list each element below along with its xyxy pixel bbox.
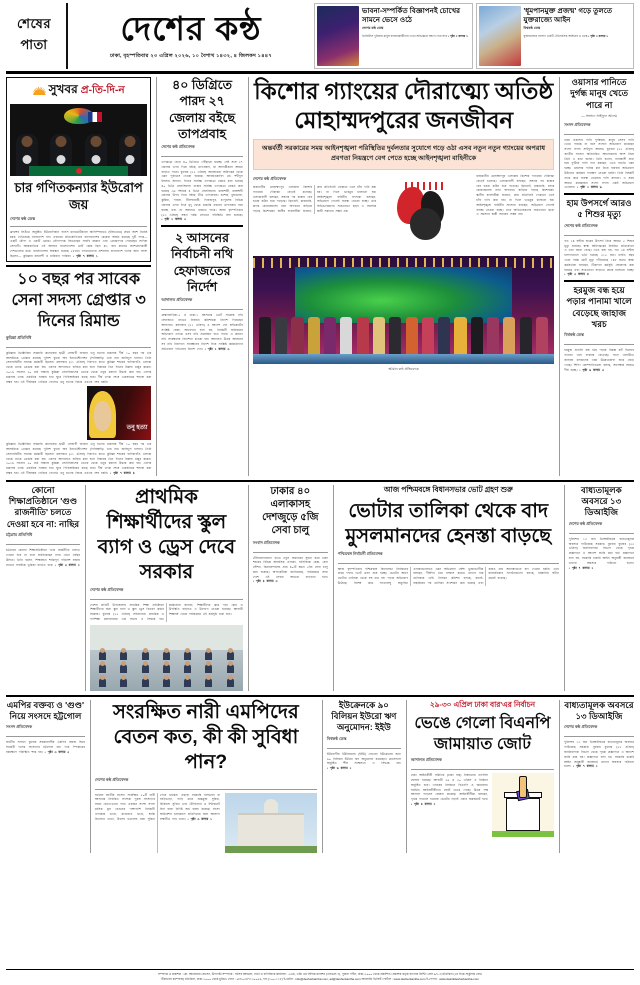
teaser-headline[interactable]: 'ধূমপানমুক্ত প্রজন্ম' গড়ে তুলতে যুক্তরাজ্যে আইন <box>523 6 613 24</box>
footer-imprint <box>6 969 634 982</box>
text-measles: গত ২৪ ঘণ্টায় হামের উপসর্গ নিয়ে আরও ৫ শিশুর মৃত্যু হয়েছে। স্বাস্থ্য অধিদপ্তরের নিয়মিত প্রতিবেদনে এ তথ্য জানা গেছে। এতে বলা হয়, গত ২৪ ঘণ্টায় হাসপাতালে ভর্তি হয়েছে ২১৫ জন। চলতি বছর এখন পর্যন্ত মোট মৃত্যু দাঁড়িয়েছে ১৪৮ জনে। স্বাস্থ্য কর্মকর্তারা বলছেন, টিকাদান কর্মসূচি জোরদার করা হয়েছে এবং সচেতনতা বাড়াতে প্রচার চালানো হচ্ছে। • পৃষ্ঠা ৫ কলাম ৪ <box>564 238 634 277</box>
photo-four-math-girls <box>10 104 147 176</box>
sukhobor-headline[interactable]: চার গণিতকন্যার ইউরোপ জয় <box>14 180 143 212</box>
footer-phone: +৮৮০২৪৭১২০০৫৯, ফ্যা.(১০০-১১৮) <box>236 977 283 982</box>
teaser-card[interactable] <box>314 3 473 69</box>
footer-web2[interactable]: www.dainikdesherkantha.com <box>439 977 479 982</box>
footer-email-label: ই-মেইল : <box>283 977 295 982</box>
headline-mp-salary[interactable]: সংরক্ষিত নারী এমপিদের বেতন কত, কী কী সুবিধা পান? <box>113 700 299 773</box>
middle-section <box>6 485 634 691</box>
footer-line1: সম্পাদক ও প্রকাশক : মো. আনোয়ার হোসেন, উপদেষ্টা সম্পাদক : নাসির আহমেদ, বার্তা ও বাণিজ্যিক কার্যালয় : ৫৩/৪, এইচ এম সিদ্দিক ম্যানশন (লেভেল-৭), পুরানা পল্টন, ঢাকা-১০০০ থেকে প্রকাশিত। প্রকাশক কর্তৃক বাংলার প্রিন্টিং প্রেস ৯/১-এ মতিঝিল (১ম দিকে সার্কুলার রোড <box>158 972 482 977</box>
mid-col-fiveg <box>248 485 328 691</box>
bottom-col-parliament <box>6 700 85 853</box>
teaser-source: দেশের কন্ঠ ডেস্ক <box>362 25 384 30</box>
standfirst-main: অন্তর্বর্তী সরকারের সময় আইনশৃঙ্খলা পরিস্থিতির দুর্বলতার সুযোগে গড়ে ওঠা এসব নতুন নতুন গ্যাংয়ের অপরাধ প্রবণতা নিয়ন্ত্রণে বেগ পেতে হচ্ছে আইনশৃঙ্খলা বাহিনীকে <box>253 139 554 170</box>
sukhobor-title: সুখবর <box>48 82 78 96</box>
footer-line2: টিকাতলা কম্পোজ) মতিঝিল, ঢাকা-১০০০ থেকে মুদ্রিত। ফোন : +৮৮০২৪৭১২০০৫৯, ফ্যা.(১০০-১১৮) ই-মেইল : info@desherkantha.com, ad@desherkantha.com অনলাইন ভিজিট পোর্টাল : www.desherkantha.com ই-পেপার : www.dainikdesherkantha.com <box>161 977 479 982</box>
headline-main-kishore-gang[interactable]: কিশোর গ্যাংয়ের দৌরাত্ম্যে অতিষ্ঠ মোহাম্মদপুরের জনজীবন <box>254 78 553 133</box>
text-dig-retire: পুলিশের ১৩ জন ডিআইজিকে বাধ্যতামূলক অবসরে পাঠিয়েছে সরকার। বুধবার বুধবার (২২ এপ্রিল) জননিরাপত্তা বিভাগ থেকে পৃথক প্রজ্ঞাপনে এ আদেশ জারি করা হয়। প্রজ্ঞাপনে বলা হয়, সরকারি চাকরি আইন অনুযায়ী জনস্বার্থে তাদের অবসরে পাঠানো হলো। • পৃষ্ঠা ৭ কলাম ২ <box>568 536 634 570</box>
column-two <box>156 77 243 476</box>
photo-caption-stage: আমান কন্ঠ প্রতিবেদক <box>388 366 419 371</box>
stage-people <box>259 312 548 355</box>
headline-dig-retire[interactable]: বাধ্যতামূলক অবসরে ১৩ ডিআইজি <box>581 484 622 518</box>
column-left <box>6 77 151 476</box>
column-main <box>248 77 554 476</box>
byline-wasa: সংসদ প্রতিবেদক <box>564 121 591 127</box>
byline-parliament: সংসদ প্রতিবেদক <box>6 724 33 730</box>
jump-line: • পৃষ্ঠা ৩ কলাম ৫ <box>44 749 70 754</box>
byline-fiveg: সংবাদ প্রতিবেদক <box>252 539 280 545</box>
footer-web2-label: ই-পেপার : <box>426 977 439 982</box>
headline-bnp-jamaat[interactable]: ভেঙে গেলো বিএনপি জামায়াত জোট <box>414 714 551 753</box>
text-parliament: জাতীয় সংসদে বুধবার সরকারদলীয় এমপির বক্তব্য ঘিরে বিরোধী দলের সদস্যদের হট্টগোল হয়। পরে স্পিকারের হস্তক্ষেপে পরিস্থিতি শান্ত হয়। • পৃষ্ঠা ৩ কলাম ৫ <box>6 740 85 754</box>
byline-school-bag: দেশের কন্ঠ প্রতিবেদক <box>89 586 124 592</box>
bottom-col-eu-loan <box>322 700 401 853</box>
jump-line: • পৃষ্ঠা ৩ কলাম ২ <box>55 562 80 567</box>
page-corner-label <box>6 3 68 69</box>
teaser-card[interactable] <box>476 3 635 69</box>
jump-line: • পৃষ্ঠা ৭ কলাম ৪ <box>110 471 135 476</box>
headline-measles[interactable]: হাম উপসর্গে আরও ৫ শিশুর মৃত্যু <box>566 198 632 220</box>
teaser-image-digital-ads <box>317 6 359 66</box>
headline-fiveg[interactable]: ঢাকার ৪০ এলাকাসহ দেশজুড়ে ৫জি সেবা চালু <box>262 485 319 537</box>
jump-line: • পৃষ্ঠা ৫ কলাম ৪ <box>564 272 589 277</box>
jump-line: • পৃষ্ঠা ৪ কলাম ৩ <box>252 579 278 584</box>
stage-floor <box>253 354 554 364</box>
kicker-wb-vote: আজ পশ্চিমবঙ্গে বিধানসভার ভোট গ্রহণ শুরু <box>383 484 513 494</box>
jump-line: • পৃষ্ঠা ৭ কলাম ২ <box>568 565 594 570</box>
text-election-docs: ব্রাহ্মণবাড়িয়া-২ ও ঢাকা-১ আসনের ভোট সংক্রান্ত নথি হেফাজতে রাখতে নির্বাচন কমিশনকে নির্দেশ দিয়েছেন আদালত। মঙ্গলবার (২১ এপ্রিল) এ আদেশ দেন হাইকোর্টের সংশ্লিষ্ট বেঞ্চ। আবেদনে বলা হয়, নির্বাচনী অনিয়মের অভিযোগ তদন্তে এসব নথি প্রয়োজন হতে পারে। এ কারণে নথি সংরক্ষণের নির্দেশনা চাওয়া হয়। আদালত উভয় আসনের সব নথি নিরাপদে সংরক্ষণের নির্দেশ দিয়ে সংশ্লিষ্ট কর্মকর্তাদের প্রতিবেদন দাখিলের নির্দেশ দেন। • পৃষ্ঠা ২ কলাম ৩ <box>161 313 243 351</box>
headline-politics-ban[interactable]: কোনো শিক্ষাপ্রতিষ্ঠানে 'গুণ্ড রাজনীতি' চলতে দেওয়া হবে না: নাছির <box>6 484 80 529</box>
masthead <box>6 3 634 69</box>
bottom-col-dig-dup <box>559 700 634 853</box>
text-army-arrest: কুমিল্লার ভিক্টোরিয়া সরকারি কলেজের ছাত্রী সোহাগী জাহান তনু হত্যার মামলায় দীর্ঘ ১০ বছর পর এক আসামিকে গ্রেপ্তার করেছে পুলিশ ব্যুরো অব ইনভেস্টিগেশন (পিবিআই)। তার নাম জাহিদুল হাসান। তিনি সেনাবাহিনীর সাবেক কর্মচারী ছিলেন। মঙ্গলবার (২১ এপ্রিল) দিবাগত রাতে কুমিল্লা শহরের বাগিচাগাঁও এলাকা থেকে তাকে গ্রেপ্তার করা হয়। এরপর আদালতে হাজির করা হলে বিচারক তিন দিনের রিমান্ড মঞ্জুর করেন। ২০১৬ সালের ২০ মার্চ সন্ধ্যায় কুমিল্লা সেনানিবাসের ভেতর থেকে তনুর মরদেহ উদ্ধার করা হয়। এরপর মামলার তদন্ত একাধিক সংস্থার হাত ঘুরে পিবিআইয়ের কাছে যায়। দীর্ঘ তদন্ত শেষে একজনকে শনাক্ত করা সম্ভব হয়। এই দীর্ঘসময় পেরিয়ে গেলেও তনু হত্যার বিচার এখনো শেষ হয়নি। <box>6 350 152 384</box>
headline-school-bag[interactable]: প্রাথমিক শিক্ষার্থীদের স্কুল ব্যাগ ও ড্রেস দেবে সরকার <box>97 485 236 583</box>
bottom-col-mp-salary <box>90 700 317 853</box>
text-eu-loan: ইউরোপীয় ইউনিয়নের (ইইউ) নেতারা ইউক্রেনের জন্য ৯০ বিলিয়ন ইউরো ঋণ অনুমোদন করেছেন। ব্রাসেলসে অনুষ্ঠিত শীর্ষ সম্মেলনে এ সিদ্ধান্ত হয়। • পৃষ্ঠা ৬ কলাম ১ <box>326 751 401 771</box>
footer-web[interactable]: www.desherkantha.com <box>393 977 426 982</box>
byline-wb-vote: পশ্চিমবঙ্গ নির্বাচনী প্রতিবেদক <box>337 550 383 556</box>
photo-classroom-students <box>90 625 243 691</box>
headline-dig-retire-right[interactable]: বাধ্যতামূলক অবসরে ১৩ ডিআইজি <box>564 699 634 722</box>
photo-stage-award-ceremony <box>253 256 554 364</box>
byline-politics-ban: চট্টগ্রাম প্রতিনিধি <box>6 532 33 538</box>
jump-line: • পৃষ্ঠা ৭ কলাম ২ <box>573 764 598 769</box>
headline-parliament-uproar[interactable]: এমপির বক্তব্য ও 'গুণ্ড' নিয়ে সংসদে হট্টগোল <box>6 699 85 722</box>
masthead-center <box>68 3 314 69</box>
teaser-text: যুক্তরাজ্যের সংসদে একটি ঐতিহাসিক আইনের ও ডেস্ক • পৃষ্ঠা ২ কলাম ১ <box>523 33 609 38</box>
text-wasa: ঢাকা ওয়াসার পানি দুর্গন্ধময়, মানুষ সেসব পানি খেতে পারছে না বলে সংসদে অভিযোগ করেছেন সংসদ সদস্য সাইফুল আলম। বুধবার (২২ এপ্রিল) জাতীয় সংসদে অনির্ধারিত আলোচনায় অংশ নিয়ে তিনি এ কথা বলেন। তিনি বলেন, নগরবাসী বাধ্য হয়ে ফুটিয়ে পানি পান করছেন, এতে বাড়তি খরচ হচ্ছে। ওয়াসার পানির মান নিয়ে বারবার অভিযোগ উঠলেও কার্যকর পদক্ষেপ নেওয়া হয়নি। তিনি বিষয়টি তদন্ত করে ব্যবস্থা নেওয়ার দাবি জানান। এ সময় আরও কয়েকজন সংসদ সদস্য একই অভিযোগ তোলেন। • পৃষ্ঠা ২ কলাম ৬ <box>564 137 634 190</box>
byline-army-arrest: কুমিল্লা প্রতিনিধি <box>6 334 32 340</box>
mid-col-dig <box>564 485 634 691</box>
sukhobor-text: ফ্রান্সের লিওঁতে অনুষ্ঠিত ইউরোপিয়ান গার্লস ম্যাথমেটিক্যাল অলিম্পিয়াডে (ইজিএমও) প্রথম অংশ নিয়েই চমক দেখিয়েছে বাংলাদেশ দল। এবারের প্রতিযোগিতায় বাংলাদেশের মেয়েরা অর্জন করেছে দুটি পদক— একটি রৌপ্য ও একটি ব্রোঞ্জ। রৌপ্যপদক জিতেছেন সানবি রহমান এবং ব্রোঞ্জপদক পেয়েছেন সাদিয়া সোহানী। আন্তর্জাতিক এই আসরে বাংলাদেশের মোট স্কোর ছিল ৪৮, যার মাধ্যমে অংশগ্রহণকারী দেশগুলোর মধ্যে বাংলাদেশের অবস্থান হয়েছে ৫৮তম। দলনেতাদের প্রশংসায় বাংলাদেশ দলের অন্য সদস্য ছিলেন— কুমিল্লার রায়নন্দী ও মারিয়ান পারিয়া। • পৃষ্ঠা ৭ কলাম ১ <box>10 229 148 258</box>
mid-col-wb-vote <box>333 485 559 691</box>
headline-wb-vote[interactable]: ভোটার তালিকা থেকে বাদ মুসলমানদের হেনস্তা বাড়ছে <box>345 499 552 547</box>
mid-col-politics-ban <box>6 485 80 691</box>
photo-parliament-building <box>225 793 317 853</box>
text-main-part1: রাজধানীর মোহাম্মদপুর এলাকায় কিশোর গ্যাংয়ের দৌরাত্ম্য বেড়েই চলেছে। এলাকাবাসী বলছেন, সন্ধ্যার পর রাস্তায় বের হওয়া কঠিন হয়ে পড়েছে। ছিনতাই, মারামারি, মাদক কেনাবেচাসহ নানা অপরাধে জড়িয়ে পড়ছে কিশোররা। স্থানীয় ব্যবসায়ীরা জানান, প্রায় প্রতিদিনই দোকানে এসে চাঁদা দাবি করা হয়। না দিলে ভাঙচুর চালানো হয়। আইনশৃঙ্খলা বাহিনীর সদস্যরা বলছেন, অভিযোগ পেলেই ব্যবস্থা নেওয়া হচ্ছে। তবে অভিভাবকদের সচেতনতা ছাড়া এ সমস্যার স্থায়ী সমাধান সম্ভব নয়। <box>252 185 377 213</box>
footer-phone-label: ফোন : <box>227 977 236 982</box>
footer-web-label: অনলাইন ভিজিট পোর্টাল : <box>361 977 393 982</box>
subhead-wasa: — সংসদে সাইফুল আলম <box>581 113 617 118</box>
bangladesh-flag-banner <box>29 166 128 176</box>
sukhobor-header <box>10 81 147 101</box>
text-wb-vote: আজ বৃহস্পতিবার পশ্চিমবঙ্গে বিধানসভা নির্বাচনের প্রথম দফার ভোট গ্রহণ শুরু হচ্ছে। ভোটের আগে ভোটার তালিকা থেকে বহু নাম বাদ পড়ার অভিযোগ উঠেছে। বিশেষ করে সংখ্যালঘু অধ্যুষিত এলাকাগুলোতে এমন অভিযোগ বেশি। ভুক্তভোগীরা বলছেন, দীর্ঘদিন ধরে বসবাস করেও তাদের নাম তালিকায় নেই। নির্বাচন কমিশন বলছে, যাচাই-বাছাইয়ের পর তালিকা সংশোধন করা হয়েছে এবং কারও নাম অন্যায্যভাবে বাদ দেওয়া হয়নি। তবে মানবাধিকার সংগঠনগুলো বলছে, হয়রানির ঘটনা ক্রমেই বাড়ছে। <box>337 566 559 586</box>
text-politics-ban: চট্টগ্রামে কোনো শিক্ষাপ্রতিষ্ঠানে 'গুণ্ড রাজনীতি' চলতে দেওয়া হবে না বলে জানিয়েছেন নগর নেতা নাছির উদ্দিন। তিনি বলেন, শিক্ষাঙ্গনে শান্তিপূর্ণ পরিবেশ বজায় রাখতে সবাইকে ভূমিকা রাখতে হবে। • পৃষ্ঠা ৩ কলাম ২ <box>6 548 80 567</box>
text-bnp-jamaat: ঢাকা আইনজীবী সমিতির (ঢাকা বার) নির্বাচনের তফসিল ঘোষণা হয়েছে। আগামী ২৯ ও ৩০ এপ্রিল এ নির্বাচন অনুষ্ঠিত হবে। এবারের নির্বাচনে বিএনপি ও জামায়াত সমর্থিত আইনজীবীদের জোট ভেঙে গেছে। উভয় পক্ষ আলাদা প্যানেল ঘোষণা করেছে। আইনজীবীরা বলছেন, পৃথক প্যানেল হওয়ায় ভোটের লড়াই এবার জমজমাট হবে। • পৃষ্ঠা ৪ কলাম ২ <box>410 773 488 807</box>
france-flag-icon <box>88 112 102 122</box>
text-mp-salary: বর্তমান জাতীয় সংসদে সংরক্ষিত ৫০টি নারী আসনের নির্বাচিত সদস্যরা পুরুষ সদস্যদের সমান বেতন-ভাতা পান। একজন সংসদ সদস্য মাসিক মূল বেতনের পাশাপাশি নির্বাচনী এলাকার ভাতা, যাতায়াত ভাতা, শ্রান্তি বিনোদন ভাতা, উৎসব ভাতাসহ নানা সুবিধা পেয়ে থাকেন। এছাড়া সরকারি বাসভবন বা বাড়িভাড়া, গাড়ি ক্রয়ে শুল্কমুক্ত সুবিধা, চিকিৎসা সুবিধা এবং টেলিফোন ও ইন্টারনেট বিল বাবদ নির্দিষ্ট অর্থ বরাদ্দ রয়েছে। সংসদ অধিবেশন চলাকালে প্রতিদিনের জন্য আলাদা সম্মানীও পান তারা। • পৃষ্ঠা ৩ কলাম ১ <box>94 792 220 821</box>
newspaper-logo: দেশের কন্ঠ <box>120 9 262 47</box>
bottom-col-bnp-jamaat <box>406 700 554 853</box>
footer-email[interactable]: info@desherkantha.com, ad@desherkantha.com <box>295 977 361 982</box>
teaser-image-uk-flag-bigben <box>479 6 521 66</box>
sukhobor-protidin-box <box>6 77 151 262</box>
byline-dig-retire: দেশের কন্ঠ প্রতিবেদক <box>568 520 603 526</box>
jump-line: • পৃষ্ঠা ৪ কলাম ২ <box>410 802 436 807</box>
text-main-part2: রাজধানীর মোহাম্মদপুর এলাকায় কিশোর গ্যাংয়ের দৌরাত্ম্য বেড়েই চলেছে। এলাকাবাসী বলছেন, সন্ধ্যার পর রাস্তায় বের হওয়া কঠিন হয়ে পড়েছে। ছিনতাই, মারামারি, মাদক কেনাবেচাসহ নানা অপরাধে জড়িয়ে পড়ছে কিশোররা। স্থানীয় ব্যবসায়ীরা জানান, প্রায় প্রতিদিনই দোকানে এসে চাঁদা দাবি করা হয়। না দিলে ভাঙচুর চালানো হয়। আইনশৃঙ্খলা বাহিনীর সদস্যরা বলছেন, অভিযোগ পেলেই ব্যবস্থা নেওয়া হচ্ছে। তবে অভিভাবকদের সচেতনতা ছাড়া এ সমস্যার স্থায়ী সমাধান সম্ভব নয়। <box>476 174 555 217</box>
photo-tonu-murder <box>87 386 151 440</box>
byline-panama: বিশ্বকন্ঠ ডেস্ক <box>564 332 584 338</box>
headline-panama-canal[interactable]: হরমুজ বন্ধ হয়ে পড়ার পানামা খালে বেড়েছে জাহাজ খরচ <box>566 285 632 330</box>
text-heatwave: তাপমাত্রা বেড়ে ৪০ ডিগ্রিতে পৌঁছানো যাচ্ছে। সেই সঙ্গে ২৭ জেলার ওপর দিয়ে বইছে তাপপ্রবাহ, যা আগামীকাল আরও বাড়তে পারে। বুধবার (২২ এপ্রিল) আবহাওয়া অধিদপ্তর থেকে এমন পূর্বাভাস দেওয়া হয়েছে। আবহাওয়াবিদ মো. শহীদুল ইসলাম জানান, দিনের সর্বোচ্চ তাপমাত্রা রেকর্ড করা হয়েছে ৪০ ডিগ্রি সেলসিয়াস। ঢাকার সর্বোচ্চ তাপমাত্রা রেকর্ড করা হয়েছে ৩৬ দশমিক ৪ ডিগ্রি সেলসিয়াস। রাজশাহী, রাজশাহী জেলার উপর দিয়ে বইছে তীব্র তাপপ্রবাহ। যশোর, চুয়াডাঙ্গা, কুষ্টিয়া, পাবনা, নীলফামারী, দিনাজপুর, রংপুরসহ বিভিন্ন জেলার ওপর দিয়ে মৃদু থেকে মাঝারি ধরনের তাপপ্রবাহ বয়ে যাচ্ছে এবং তা অব্যাহত থাকতে পারে। আজ বৃহস্পতিবার (২৩ এপ্রিল) সন্ধ্যা পর্যন্ত সেখানে পরিস্থিতি বলা হয়েছে। • পৃষ্ঠা ২ কলাম ৫ <box>161 160 243 222</box>
teaser-source: বিশ্বকন্ঠ ডেস্ক <box>523 25 541 30</box>
jump-line: • পৃষ্ঠা ২ কলাম ৩ <box>204 346 230 351</box>
masthead-teasers <box>314 3 634 69</box>
text-dig-right: পুলিশের ১৩ জন ডিআইজিকে বাধ্যতামূলক অবসরে পাঠিয়েছে সরকার। বুধবার বুধবার (২২ এপ্রিল) জননিরাপত্তা বিভাগ থেকে পৃথক প্রজ্ঞাপনে এ আদেশ জারি করা হয়। প্রজ্ঞাপনে বলা হয়, সরকারি চাকরি আইন অনুযায়ী জনস্বার্থে তাদের অবসরে পাঠানো হলো। • পৃষ্ঠা ৭ কলাম ২ <box>563 740 634 769</box>
byline-election-docs: আদালত প্রতিবেদক <box>161 297 193 303</box>
headline-army-arrest[interactable]: ১০ বছর পর সাবেক সেনা সদস্য গ্রেপ্তার ৩ দিনের রিমান্ড <box>11 271 146 331</box>
teaser-jump: • পৃষ্ঠা ২ কলাম ১ <box>588 33 609 38</box>
byline-main: দেশের কন্ঠ প্রতিবেদক <box>252 176 287 182</box>
illustration-gang-art <box>381 174 471 252</box>
corner-label-line2: পাতা <box>20 37 48 52</box>
headline-heatwave[interactable]: ৪০ ডিগ্রিতে পারদ ২৭ জেলায় বইছে তাপপ্রবাহ <box>169 78 236 141</box>
masthead-divider <box>6 71 634 74</box>
jump-line: • পৃষ্ঠা ৩ কলাম ১ <box>187 816 213 821</box>
byline-dig-right: দেশের কন্ঠ প্রতিবেদক <box>563 724 598 730</box>
photo-overlay-label: তনু হত্যা <box>126 424 148 431</box>
kicker-dhaka-bar-election: ২৯-৩০ এপ্রিল ঢাকা বার'এর নির্বাচন <box>429 699 536 709</box>
byline-measles: দেশের কন্ঠ প্রতিবেদক <box>564 222 598 228</box>
text-panama: হরমুজ প্রণালি বন্ধ হয়ে পড়ায় বিকল্প রুট হিসেবে পানামা খাল ব্যবহার বেড়েছে। ফলে খালটিতে জাহাজ চলাচলের খরচ উল্লেখযোগ্য হারে বেড়ে গেছে। শিপিং কোম্পানিগুলো বলছে, অপেক্ষার সময়ও দীর্ঘ হচ্ছে। • পৃষ্ঠা ৬ কলাম ৩ <box>564 348 634 372</box>
jump-line: • পৃষ্ঠা ৬ কলাম ৩ <box>579 367 604 372</box>
top-section <box>6 77 634 476</box>
byline-mp-salary: দেশের কন্ঠ প্রতিবেদক <box>94 776 129 782</box>
headline-election-docs[interactable]: ২ আসনের নির্বাচনী নথি হেফাজতের নির্দেশ <box>171 231 234 294</box>
teaser-headline[interactable]: ভাবনা-সম্পর্কিত বিজ্ঞাপনই চোখের সামনে ভেসে ওঠে <box>362 6 461 24</box>
dateline: ঢাকা, বৃহস্পতিবার ২৩ এপ্রিল ২০২৬, ১০ বৈশাখ ১৪৩২, ৪ জিলকদ ১৪৪৭ <box>110 52 272 59</box>
text-army-arrest-cont: কুমিল্লার ভিক্টোরিয়া সরকারি কলেজের ছাত্রী সোহাগী জাহান তনু হত্যার মামলায় দীর্ঘ ১০ বছর পর এক আসামিকে গ্রেপ্তার করেছে পুলিশ ব্যুরো অব ইনভেস্টিগেশন (পিবিআই)। তার নাম জাহিদুল হাসান। তিনি সেনাবাহিনীর সাবেক কর্মচারী ছিলেন। মঙ্গলবার (২১ এপ্রিল) দিবাগত রাতে কুমিল্লা শহরের বাগিচাগাঁও এলাকা থেকে তাকে গ্রেপ্তার করা হয়। এরপর আদালতে হাজির করা হলে বিচারক তিন দিনের রিমান্ড মঞ্জুর করেন। ২০১৬ সালের ২০ মার্চ সন্ধ্যায় কুমিল্লা সেনানিবাসের ভেতর থেকে তনুর মরদেহ উদ্ধার করা হয়। এরপর মামলার তদন্ত একাধিক সংস্থার হাত ঘুরে পিবিআইয়ের কাছে যায়। দীর্ঘ তদন্ত শেষে একজনকে শনাক্ত করা সম্ভব হয়। এই দীর্ঘসময় পেরিয়ে গেলেও তনু হত্যার বিচার এখনো শেষ হয়নি। • পৃষ্ঠা ৭ কলাম ৪ <box>6 442 152 476</box>
bottom-section <box>6 700 634 853</box>
column-right <box>559 77 634 476</box>
jump-line: • পৃষ্ঠা ২ কলাম ৬ <box>577 185 602 190</box>
teaser-jump: • পৃষ্ঠা ২ কলাম ১ <box>448 33 469 38</box>
jump-line: • পৃষ্ঠা ৭ কলাম ১ <box>73 253 98 258</box>
sukhobor-subtitle: প্র-তি-দি-ন <box>80 83 125 96</box>
byline-eu-loan: বিশ্বকন্ঠ ডেস্ক <box>326 735 347 741</box>
headline-wasa-water[interactable]: ওয়াসার পানিতে দুর্গন্ধ মানুষ খেতে পারে না <box>570 77 629 110</box>
jump-line: • পৃষ্ঠা ২ কলাম ৫ <box>161 217 186 222</box>
headline-eu-loan[interactable]: ইউক্রেনকে ৯০ বিলিয়ন ইউরো ঋণ অনুমোদন: ইইউ <box>331 699 397 733</box>
sukhobor-byline: দেশের কন্ঠ ডেস্ক <box>10 215 35 221</box>
jump-line: • পৃষ্ঠা ৬ কলাম ১ <box>326 766 352 771</box>
teaser-text: ডিজিটাল দুনিয়ায় মানুষ ব্যবহারকারীদের এখন অভিজ্ঞতা আগে-পরে সবে • পৃষ্ঠা ২ কলাম ১ <box>362 33 469 38</box>
illustration-ballot-box <box>492 773 554 837</box>
byline-bnp-jamaat: আদালত প্রতিবেদক <box>410 757 442 763</box>
corner-label-line1: শেষের <box>16 16 51 31</box>
byline-heatwave: দেশের কন্ঠ প্রতিবেদক <box>161 144 195 149</box>
text-school-bag: দেশের প্রতিটি উপজেলায় প্রাথমিক শিক্ষা প্রতিষ্ঠানে শিক্ষার্থীদের জন্য স্কুল ব্যাগ ও স্কুল ড্রেস বিতরণ করবে সরকার। বুধবার (২২ এপ্রিল) সচিবালয়ে প্রাথমিক ও গণশিক্ষা মন্ত্রণালয়ের এক সভায় এ সিদ্ধান্ত হয়। কর্মকর্তারা জানান, শিক্ষার্থীদের ঝরে পড়া রোধ ও উপস্থিতি বাড়াতে এ উদ্যোগ নেওয়া হয়েছে। আগামী শিক্ষাবর্ষ থেকে পর্যায়ক্রমে এই কর্মসূচি শুরু হবে। <box>89 602 243 621</box>
sun-icon <box>33 87 46 95</box>
text-fiveg: টেলিযোগাযোগ খাতে নতুন অধ্যায়ের সূচনা করে ঢাকা শহরের বিভিন্ন আবাসিক এলাকা, বাণিজ্যিক কেন্দ্র, রেল স্টেশন, বিমানবন্দরসহ প্রায় ৪০টি স্থানে ৫জি সেবা চালু করা হয়েছে। অপারেটররা জানিয়েছে, পর্যায়ক্রমে সারা দেশে এই সেবার আওতা বাড়ানো হবে। • পৃষ্ঠা ৪ কলাম ৩ <box>252 555 328 584</box>
mid-col-school-bag <box>85 485 243 691</box>
